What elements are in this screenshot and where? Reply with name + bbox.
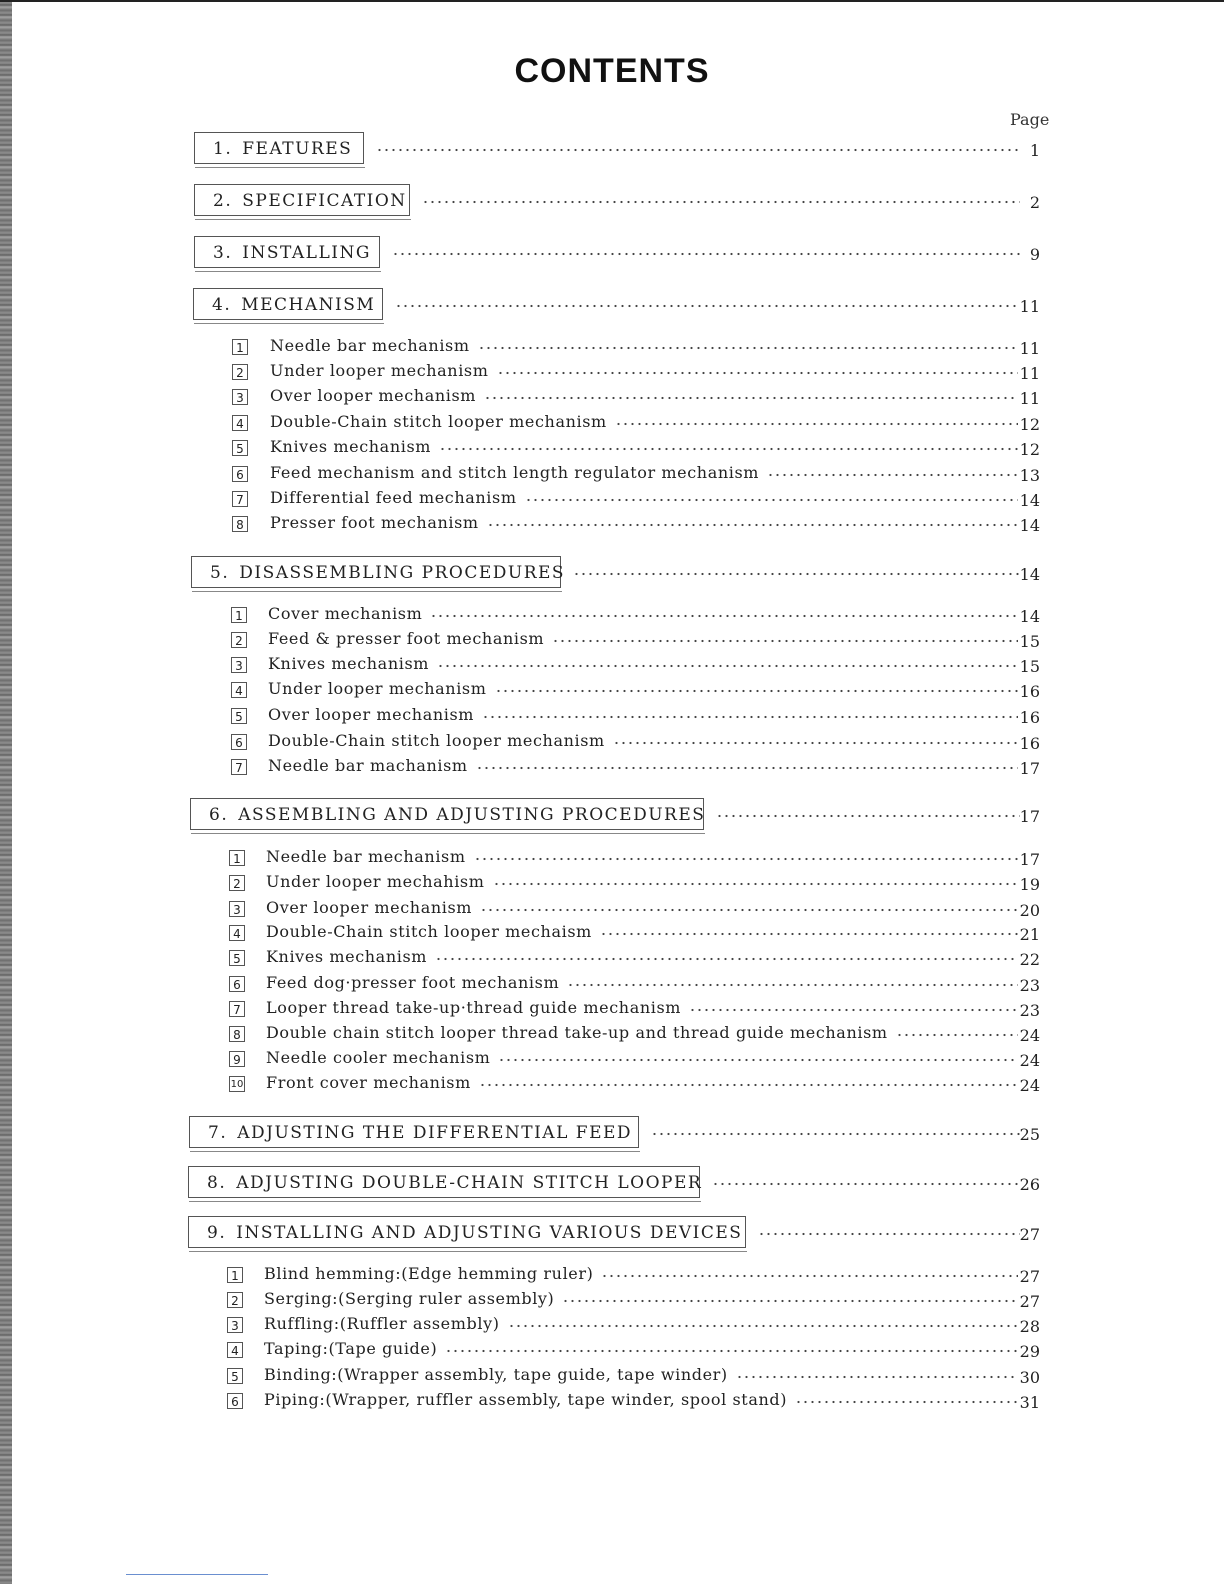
item-label: Presser foot mechanism	[270, 513, 479, 532]
item-number-box: 1	[229, 850, 245, 866]
section-title: ADJUSTING THE DIFFERENTIAL FEED	[237, 1123, 633, 1143]
item-page-number: 15	[1019, 657, 1040, 676]
item-number-box: 4	[231, 682, 247, 698]
dot-leader	[435, 954, 1018, 964]
item-label: Looper thread take-up·thread guide mechanism	[266, 998, 682, 1017]
item-number-box: 6	[231, 734, 247, 750]
item-page-number: 31	[1019, 1393, 1040, 1412]
item-page-number: 24	[1019, 1026, 1040, 1045]
dot-leader	[376, 145, 1020, 155]
section-page-number: 26	[1019, 1175, 1040, 1194]
item-label: Knives mechanism	[266, 947, 428, 966]
item-number-box: 2	[232, 364, 248, 380]
toc-subsection-entry[interactable]	[0, 488, 1224, 512]
item-page-number: 13	[1019, 466, 1040, 485]
item-number-box: 8	[229, 1026, 245, 1042]
item-page-number: 16	[1019, 734, 1040, 753]
item-page-number: 23	[1019, 976, 1040, 995]
item-page-number: 24	[1019, 1051, 1040, 1070]
item-page-number: 11	[1019, 339, 1040, 358]
section-heading-box	[188, 1216, 746, 1248]
toc-subsection-entry[interactable]	[0, 361, 1224, 385]
dot-leader	[552, 636, 1018, 646]
toc-subsection-entry[interactable]	[0, 1390, 1224, 1414]
item-label: Over looper mechanism	[266, 898, 473, 917]
toc-section-entry[interactable]	[0, 132, 1224, 160]
page-title: CONTENTS	[514, 52, 710, 90]
section-heading-box	[189, 1116, 639, 1148]
item-number-box: 1	[232, 339, 248, 355]
toc-subsection-entry[interactable]	[0, 872, 1224, 896]
item-page-number: 14	[1019, 516, 1040, 535]
dot-leader	[615, 419, 1018, 429]
toc-subsection-entry[interactable]	[0, 1048, 1224, 1072]
dot-leader	[562, 1296, 1018, 1306]
toc-section-entry[interactable]	[0, 288, 1224, 316]
dot-leader	[493, 879, 1018, 889]
section-number: 7.	[208, 1123, 228, 1143]
toc-section-entry[interactable]	[0, 1166, 1224, 1194]
section-title: INSTALLING	[242, 243, 371, 263]
item-label: Needle bar mechanism	[270, 336, 470, 355]
dot-leader	[573, 569, 1020, 579]
item-page-number: 11	[1019, 389, 1040, 408]
item-label: Serging:(Serging ruler assembly)	[264, 1289, 555, 1308]
item-page-number: 30	[1019, 1368, 1040, 1387]
top-scan-line	[0, 0, 1224, 2]
item-label: Double-Chain stitch looper mechanism	[268, 731, 605, 750]
item-page-number: 17	[1019, 850, 1040, 869]
toc-subsection-entry[interactable]	[0, 1314, 1224, 1338]
dot-leader	[476, 763, 1018, 773]
item-label: Double chain stitch looper thread take-up and thread guide mechanism	[266, 1023, 888, 1042]
item-page-number: 14	[1019, 607, 1040, 626]
toc-subsection-entry[interactable]	[0, 654, 1224, 678]
item-label: Feed & presser foot mechanism	[268, 629, 545, 648]
page-column-header: Page	[1010, 110, 1050, 129]
toc-subsection-entry[interactable]	[0, 437, 1224, 461]
item-number-box: 6	[229, 976, 245, 992]
dot-leader	[482, 712, 1018, 722]
item-number-box: 1	[227, 1267, 243, 1283]
dot-leader	[497, 368, 1018, 378]
dot-leader	[395, 301, 1020, 311]
item-label: Double-Chain stitch looper mechanism	[270, 412, 607, 431]
item-page-number: 12	[1019, 415, 1040, 434]
toc-subsection-entry[interactable]	[0, 412, 1224, 436]
dot-leader	[479, 1080, 1018, 1090]
dot-leader	[601, 1271, 1018, 1281]
section-title: FEATURES	[242, 139, 353, 159]
section-title: DISASSEMBLING PROCEDURES	[239, 563, 566, 583]
toc-section-entry[interactable]	[0, 798, 1224, 826]
section-heading-box	[191, 556, 566, 588]
dot-leader	[767, 470, 1018, 480]
toc-subsection-entry[interactable]	[0, 731, 1224, 755]
item-label: Needle bar mechanism	[266, 847, 466, 866]
section-title: ADJUSTING DOUBLE-CHAIN STITCH LOOPER	[236, 1173, 703, 1193]
section-heading-box	[193, 288, 383, 320]
item-number-box: 10	[229, 1076, 245, 1092]
toc-subsection-entry[interactable]	[0, 1339, 1224, 1363]
toc-subsection-entry[interactable]	[0, 898, 1224, 922]
dot-leader	[484, 393, 1018, 403]
dot-leader	[896, 1030, 1018, 1040]
dot-leader	[422, 197, 1020, 207]
dot-leader	[716, 811, 1020, 821]
section-number: 2.	[213, 191, 233, 211]
item-label: Differential feed mechanism	[270, 488, 517, 507]
section-heading-box	[194, 184, 410, 216]
section-number: 6.	[209, 805, 229, 825]
item-page-number: 23	[1019, 1001, 1040, 1020]
item-number-box: 3	[231, 657, 247, 673]
dot-leader	[437, 661, 1018, 671]
item-number-box: 7	[229, 1001, 245, 1017]
dot-leader	[392, 249, 1020, 259]
bottom-rule	[126, 1574, 268, 1575]
toc-subsection-entry[interactable]	[0, 1365, 1224, 1389]
item-page-number: 22	[1019, 950, 1040, 969]
section-page-number: 9	[1029, 245, 1040, 264]
section-number: 3.	[213, 243, 233, 263]
toc-subsection-entry[interactable]	[0, 1289, 1224, 1313]
toc-section-entry[interactable]	[0, 556, 1224, 584]
item-page-number: 15	[1019, 632, 1040, 651]
item-page-number: 19	[1019, 875, 1040, 894]
item-page-number: 29	[1019, 1342, 1040, 1361]
item-number-box: 1	[231, 607, 247, 623]
dot-leader	[567, 980, 1018, 990]
section-number: 1.	[213, 139, 233, 159]
item-page-number: 28	[1019, 1317, 1040, 1336]
section-heading-box	[190, 798, 704, 830]
item-page-number: 27	[1019, 1292, 1040, 1311]
dot-leader	[487, 520, 1018, 530]
item-label: Front cover mechanism	[266, 1073, 471, 1092]
toc-subsection-entry[interactable]	[0, 756, 1224, 780]
toc-subsection-entry[interactable]	[0, 1023, 1224, 1047]
dot-leader	[480, 905, 1018, 915]
dot-leader	[430, 611, 1018, 621]
section-number: 5.	[210, 563, 230, 583]
dot-leader	[439, 444, 1018, 454]
section-page-number: 27	[1019, 1225, 1040, 1244]
item-page-number: 17	[1019, 759, 1040, 778]
item-label: Under looper mechahism	[266, 872, 485, 891]
item-number-box: 3	[232, 389, 248, 405]
item-label: Needle cooler mechanism	[266, 1048, 491, 1067]
section-page-number: 11	[1019, 297, 1040, 316]
item-label: Feed dog·presser foot mechanism	[266, 973, 560, 992]
item-number-box: 6	[232, 466, 248, 482]
dot-leader	[445, 1346, 1018, 1356]
item-label: Needle bar machanism	[268, 756, 468, 775]
toc-subsection-entry[interactable]	[0, 386, 1224, 410]
item-label: Cover mechanism	[268, 604, 423, 623]
section-title: SPECIFICATION	[242, 191, 407, 211]
toc-section-entry[interactable]	[0, 1116, 1224, 1144]
item-number-box: 2	[227, 1292, 243, 1308]
section-page-number: 2	[1029, 193, 1040, 212]
dot-leader	[736, 1372, 1018, 1382]
item-number-box: 2	[231, 632, 247, 648]
item-label: Taping:(Tape guide)	[264, 1339, 438, 1358]
item-page-number: 20	[1019, 901, 1040, 920]
toc-subsection-entry[interactable]	[0, 947, 1224, 971]
section-title: ASSEMBLING AND ADJUSTING PROCEDURES	[238, 805, 706, 825]
section-number: 4.	[212, 295, 232, 315]
item-label: Double-Chain stitch looper mechaism	[266, 922, 592, 941]
item-label: Knives mechanism	[268, 654, 430, 673]
item-number-box: 7	[232, 491, 248, 507]
item-page-number: 16	[1019, 682, 1040, 701]
toc-subsection-entry[interactable]	[0, 604, 1224, 628]
item-page-number: 14	[1019, 491, 1040, 510]
dot-leader	[651, 1129, 1020, 1139]
dot-leader	[758, 1229, 1020, 1239]
dot-leader	[525, 495, 1018, 505]
section-page-number: 14	[1019, 565, 1040, 584]
item-page-number: 12	[1019, 440, 1040, 459]
item-number-box: 5	[227, 1368, 243, 1384]
toc-section-entry[interactable]	[0, 1216, 1224, 1244]
item-page-number: 16	[1019, 708, 1040, 727]
section-page-number: 17	[1019, 807, 1040, 826]
section-heading-box	[194, 132, 364, 164]
dot-leader	[478, 343, 1018, 353]
dot-leader	[689, 1005, 1018, 1015]
section-heading-box	[188, 1166, 703, 1198]
section-number: 9.	[207, 1223, 227, 1243]
dot-leader	[498, 1055, 1018, 1065]
item-number-box: 3	[227, 1317, 243, 1333]
item-number-box: 3	[229, 901, 245, 917]
item-label: Blind hemming:(Edge hemming ruler)	[264, 1264, 594, 1283]
item-label: Under looper mechanism	[268, 679, 487, 698]
dot-leader	[613, 738, 1018, 748]
item-number-box: 6	[227, 1393, 243, 1409]
item-label: Over looper mechanism	[268, 705, 475, 724]
toc-subsection-entry[interactable]	[0, 998, 1224, 1022]
item-label: Binding:(Wrapper assembly, tape guide, tape winder)	[264, 1365, 728, 1384]
dot-leader	[495, 686, 1018, 696]
dot-leader	[795, 1397, 1018, 1407]
toc-section-entry[interactable]	[0, 184, 1224, 212]
item-number-box: 8	[232, 516, 248, 532]
toc-subsection-entry[interactable]	[0, 922, 1224, 946]
item-number-box: 5	[231, 708, 247, 724]
item-number-box: 4	[232, 415, 248, 431]
item-page-number: 24	[1019, 1076, 1040, 1095]
item-number-box: 4	[227, 1342, 243, 1358]
item-label: Over looper mechanism	[270, 386, 477, 405]
item-label: Piping:(Wrapper, ruffler assembly, tape winder, spool stand)	[264, 1390, 788, 1409]
toc-subsection-entry[interactable]	[0, 679, 1224, 703]
item-label: Under looper mechanism	[270, 361, 489, 380]
section-heading-box	[194, 236, 380, 268]
item-number-box: 4	[229, 925, 245, 941]
dot-leader	[508, 1321, 1018, 1331]
item-page-number: 21	[1019, 925, 1040, 944]
item-number-box: 7	[231, 759, 247, 775]
toc-subsection-entry[interactable]	[0, 973, 1224, 997]
item-label: Feed mechanism and stitch length regulator mechanism	[270, 463, 760, 482]
toc-subsection-entry[interactable]	[0, 1073, 1224, 1097]
toc-subsection-entry[interactable]	[0, 463, 1224, 487]
section-title: INSTALLING AND ADJUSTING VARIOUS DEVICES	[236, 1223, 743, 1243]
item-number-box: 9	[229, 1051, 245, 1067]
item-page-number: 27	[1019, 1267, 1040, 1286]
dot-leader	[474, 854, 1018, 864]
section-number: 8.	[207, 1173, 227, 1193]
item-label: Knives mechanism	[270, 437, 432, 456]
toc-subsection-entry[interactable]	[0, 336, 1224, 360]
toc-section-entry[interactable]	[0, 236, 1224, 264]
section-page-number: 25	[1019, 1125, 1040, 1144]
toc-subsection-entry[interactable]	[0, 705, 1224, 729]
dot-leader	[712, 1179, 1020, 1189]
item-number-box: 5	[229, 950, 245, 966]
toc-subsection-entry[interactable]	[0, 629, 1224, 653]
toc-subsection-entry[interactable]	[0, 1264, 1224, 1288]
dot-leader	[600, 929, 1018, 939]
item-label: Ruffling:(Ruffler assembly)	[264, 1314, 500, 1333]
section-title: MECHANISM	[241, 295, 376, 315]
toc-subsection-entry[interactable]	[0, 513, 1224, 537]
toc-subsection-entry[interactable]	[0, 847, 1224, 871]
item-page-number: 11	[1019, 364, 1040, 383]
section-page-number: 1	[1029, 141, 1040, 160]
item-number-box: 5	[232, 440, 248, 456]
item-number-box: 2	[229, 875, 245, 891]
